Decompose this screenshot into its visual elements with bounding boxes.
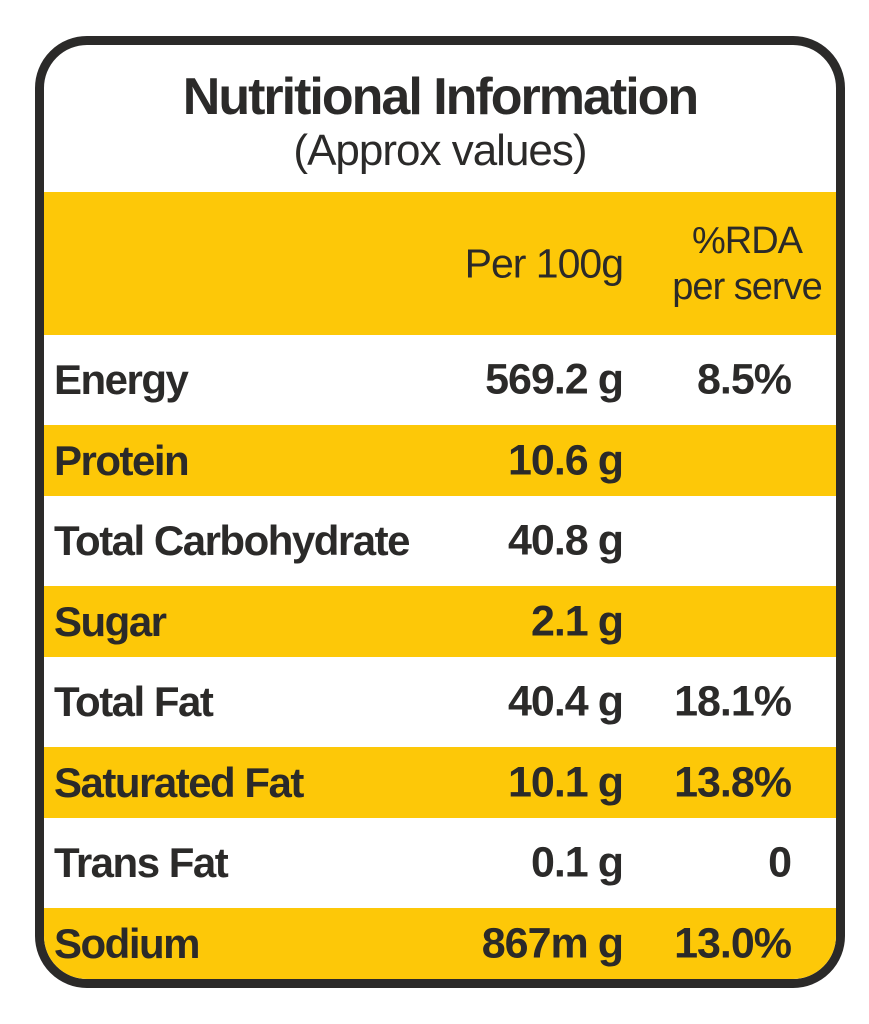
table-row <box>44 335 836 425</box>
nutrient-label: Total Carbohydrate <box>54 517 409 564</box>
column-header-rda-line2: per serve <box>672 265 822 308</box>
page-title: Nutritional Information <box>182 67 698 126</box>
title-block <box>44 45 836 192</box>
nutrient-amount-value: 10.6 <box>508 436 588 484</box>
table-row <box>44 818 836 908</box>
table-row <box>44 425 836 496</box>
nutrient-amount-unit: g <box>597 838 623 887</box>
nutrient-amount <box>508 436 623 485</box>
table-row <box>44 657 836 747</box>
nutrient-rda-value: 0 <box>768 838 791 887</box>
nutrient-amount <box>508 517 623 566</box>
nutrient-amount <box>531 839 623 888</box>
column-header-rda <box>672 218 822 310</box>
nutrient-amount-unit: g <box>597 597 623 645</box>
nutrient-label: Saturated Fat <box>54 758 303 806</box>
nutrient-amount <box>508 758 623 807</box>
nutrient-amount-value: 2.1 <box>530 597 588 645</box>
nutrient-rda-value: 13.8% <box>674 758 791 806</box>
page-subtitle: (Approx values) <box>293 125 587 175</box>
nutrient-label: Sodium <box>54 919 199 967</box>
nutrient-amount <box>531 597 623 646</box>
nutrition-table-rows <box>44 335 836 979</box>
nutrient-amount-unit: g <box>597 516 623 565</box>
nutrient-amount <box>482 919 623 968</box>
nutrient-label: Trans Fat <box>54 839 228 886</box>
nutrient-rda-value: 8.5% <box>696 355 791 404</box>
nutrient-rda-value: 13.0% <box>674 919 791 967</box>
nutrient-amount-unit: g <box>597 355 623 404</box>
nutrient-amount-value: 569.2 <box>485 355 588 404</box>
table-row <box>44 496 836 586</box>
nutrient-label: Sugar <box>54 597 166 645</box>
table-header-band <box>44 192 836 335</box>
nutrient-label: Total Fat <box>54 678 213 725</box>
nutrient-amount-value: 40.4 <box>508 677 588 726</box>
nutrient-amount-unit: g <box>597 677 623 726</box>
column-header-rda-line1: %RDA <box>691 219 803 262</box>
nutrient-amount-value: 0.1 <box>530 838 588 887</box>
nutrient-amount-value: 867m <box>481 919 588 967</box>
nutrient-amount-unit: g <box>597 758 623 806</box>
nutrient-amount <box>508 678 623 727</box>
column-header-per-100g: Per 100g <box>464 240 623 286</box>
nutrient-amount-value: 40.8 <box>508 516 588 565</box>
nutrient-amount-value: 10.1 <box>508 758 588 806</box>
nutrition-label-box <box>35 36 845 988</box>
nutrient-amount-unit: g <box>597 436 623 484</box>
table-row <box>44 908 836 979</box>
nutrient-rda-value: 18.1% <box>674 677 791 726</box>
table-row <box>44 747 836 818</box>
nutrient-label: Energy <box>54 356 188 403</box>
nutrient-amount-unit: g <box>597 919 623 967</box>
nutrient-label: Protein <box>54 436 189 484</box>
nutrient-amount <box>485 356 623 405</box>
table-row <box>44 586 836 657</box>
